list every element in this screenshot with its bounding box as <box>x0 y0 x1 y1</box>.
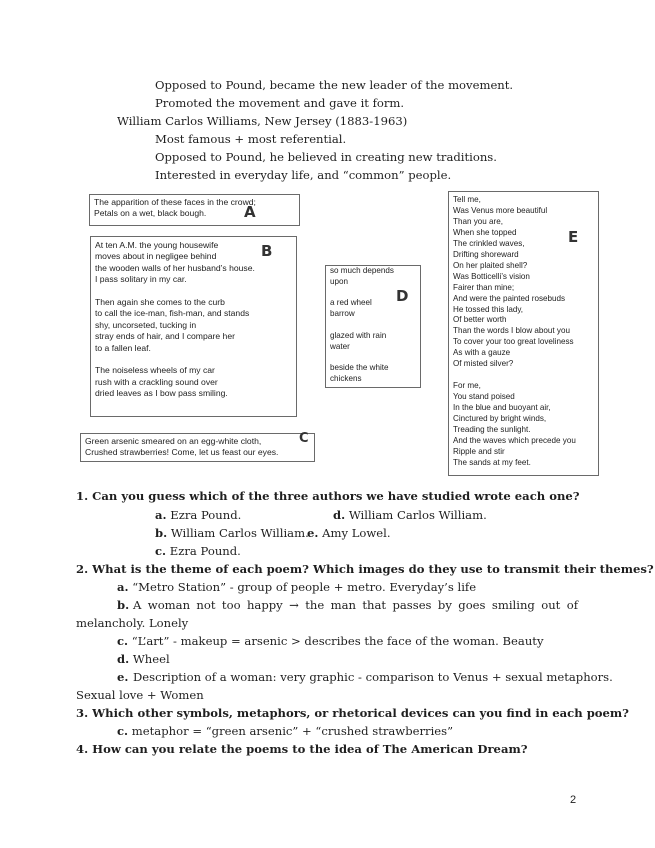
poem-a-box <box>89 194 300 226</box>
poem-line <box>95 354 292 365</box>
answer-2e-cont: Sexual love + Women <box>76 688 204 702</box>
question-3: 3. Which other symbols, metaphors, or rhetorical devices can you find in each poem? <box>76 706 629 720</box>
author-heading: William Carlos Williams, New Jersey (1883-1963) <box>117 114 408 128</box>
question-1: 1. Can you guess which of the three authors we have studied wrote each one? <box>76 489 580 503</box>
poem-line: The noiseless wheels of my car <box>95 365 215 376</box>
poem-line <box>330 352 416 363</box>
page-number: 2 <box>570 794 577 806</box>
poem-line: Than you are, <box>453 216 503 226</box>
question-4: 4. How can you relate the poems to the idea of The American Dream? <box>76 742 528 756</box>
poem-line: water <box>330 341 350 351</box>
answer-2d: d. Wheel <box>117 652 170 666</box>
poem-line: The crinkled waves, <box>453 238 525 248</box>
answer-1e: e. Amy Lowel. <box>307 526 391 540</box>
note-line: Opposed to Pound, became the new leader of the movement. <box>155 78 514 92</box>
poem-line: He tossed this lady, <box>453 304 524 314</box>
poem-line: glazed with rain <box>330 330 387 340</box>
poem-line: a red wheel <box>330 298 372 308</box>
poem-line: barrow <box>330 309 355 319</box>
poem-line: Petals on a wet, black bough. <box>94 208 207 219</box>
poem-line: the wooden walls of her husband’s house. <box>95 262 255 273</box>
answer-2b-cont: melancholy. Lonely <box>76 616 189 630</box>
poem-line: For me, <box>453 381 481 391</box>
answer-3c: c. metaphor = “green arsenic” + “crushed strawberries” <box>117 724 454 738</box>
poem-line <box>330 320 416 331</box>
poem-line: Green arsenic smeared on an egg-white cloth, <box>85 436 262 446</box>
handwritten-mark-b: B <box>261 242 273 260</box>
answer-1b: b. William Carlos William. <box>155 526 309 540</box>
handwritten-mark-a: A <box>244 203 256 221</box>
poem-line: I pass solitary in my car. <box>95 274 187 285</box>
poem-line: You stand poised <box>453 392 515 402</box>
poem-line: In the blue and buoyant air, <box>453 403 551 413</box>
poem-line: upon <box>330 276 349 286</box>
answer-2e-label: e. <box>117 670 129 684</box>
poem-line: moves about in negligee behind <box>95 251 217 262</box>
poem-line: At ten A.M. the young housewife <box>95 240 219 250</box>
handwritten-mark-e: E <box>568 228 579 246</box>
poem-line: shy, uncorseted, tucking in <box>95 319 197 330</box>
note-line: Interested in everyday life, and “common” people. <box>155 168 452 182</box>
poem-line <box>453 370 594 381</box>
poem-line: beside the white <box>330 363 389 373</box>
poem-line: Was Botticelli’s vision <box>453 271 530 281</box>
poem-line: so much depends <box>330 266 394 275</box>
poem-line: Crushed strawberries! Come, let us feast our eyes. <box>85 447 279 458</box>
poem-b-box <box>90 236 297 417</box>
poem-line: As with a gauze <box>453 348 511 358</box>
poem-c-box <box>80 433 315 462</box>
poem-line: rush with a crackling sound over <box>95 376 218 387</box>
note-line: Opposed to Pound, he believed in creating new traditions. <box>155 150 497 164</box>
answer-2a: a. “Metro Station” - group of people + metro. Everyday’s life <box>117 580 477 594</box>
poem-line: Fairer than mine; <box>453 282 515 292</box>
poem-d-box <box>325 265 421 388</box>
answer-2b: A woman not too happy → the man that passes by goes smiling out of <box>133 598 578 612</box>
poem-line: dried leaves as I bow pass smiling. <box>95 388 228 399</box>
answer-2b-label: b. <box>117 598 130 612</box>
answer-2c: c. “L’art” - makeup = arsenic > describes the face of the woman. Beauty <box>117 634 544 648</box>
poem-line: Ripple and stir <box>453 446 505 456</box>
answer-2e: Description of a woman: very graphic - comparison to Venus + sexual metaphors. <box>133 670 613 684</box>
poem-line: Tell me, <box>453 195 481 204</box>
poem-line: Then again she comes to the curb <box>95 297 225 308</box>
poem-line: Than the words I blow about you <box>453 326 570 336</box>
handwritten-mark-c: C <box>299 431 309 446</box>
poem-line: Of better worth <box>453 315 507 325</box>
answer-1c: c. Ezra Pound. <box>155 544 241 558</box>
poem-line: To cover your too great loveliness <box>453 337 574 347</box>
note-line: Most famous + most referential. <box>155 132 347 146</box>
poem-line: When she topped <box>453 227 517 237</box>
answer-1a: a. Ezra Pound. <box>155 508 242 522</box>
poem-line: Drifting shoreward <box>453 249 519 259</box>
poem-line: Cinctured by bright winds, <box>453 414 547 424</box>
poem-line: to a fallen leaf. <box>95 342 151 353</box>
poem-line: Of misted silver? <box>453 359 514 369</box>
note-line: Promoted the movement and gave it form. <box>155 96 405 110</box>
question-2: 2. What is the theme of each poem? Which images do they use to transmit their themes? <box>76 562 654 576</box>
poem-line: chickens <box>330 373 362 383</box>
poem-line <box>95 286 292 297</box>
poem-line: On her plaited shell? <box>453 260 528 270</box>
poem-line: to call the ice-man, fish-man, and stands <box>95 308 250 319</box>
poem-line: And were the painted rosebuds <box>453 293 566 303</box>
poem-line: And the waves which precede you <box>453 435 576 445</box>
poem-line: Treading the sunlight. <box>453 425 531 434</box>
answer-1d: d. William Carlos William. <box>333 508 487 522</box>
poem-line: The sands at my feet. <box>453 457 531 467</box>
handwritten-mark-d: D <box>396 287 409 305</box>
poem-line: The apparition of these faces in the crowd; <box>94 197 256 207</box>
poem-line: Was Venus more beautiful <box>453 205 548 215</box>
poem-line: stray ends of hair, and I compare her <box>95 331 235 342</box>
